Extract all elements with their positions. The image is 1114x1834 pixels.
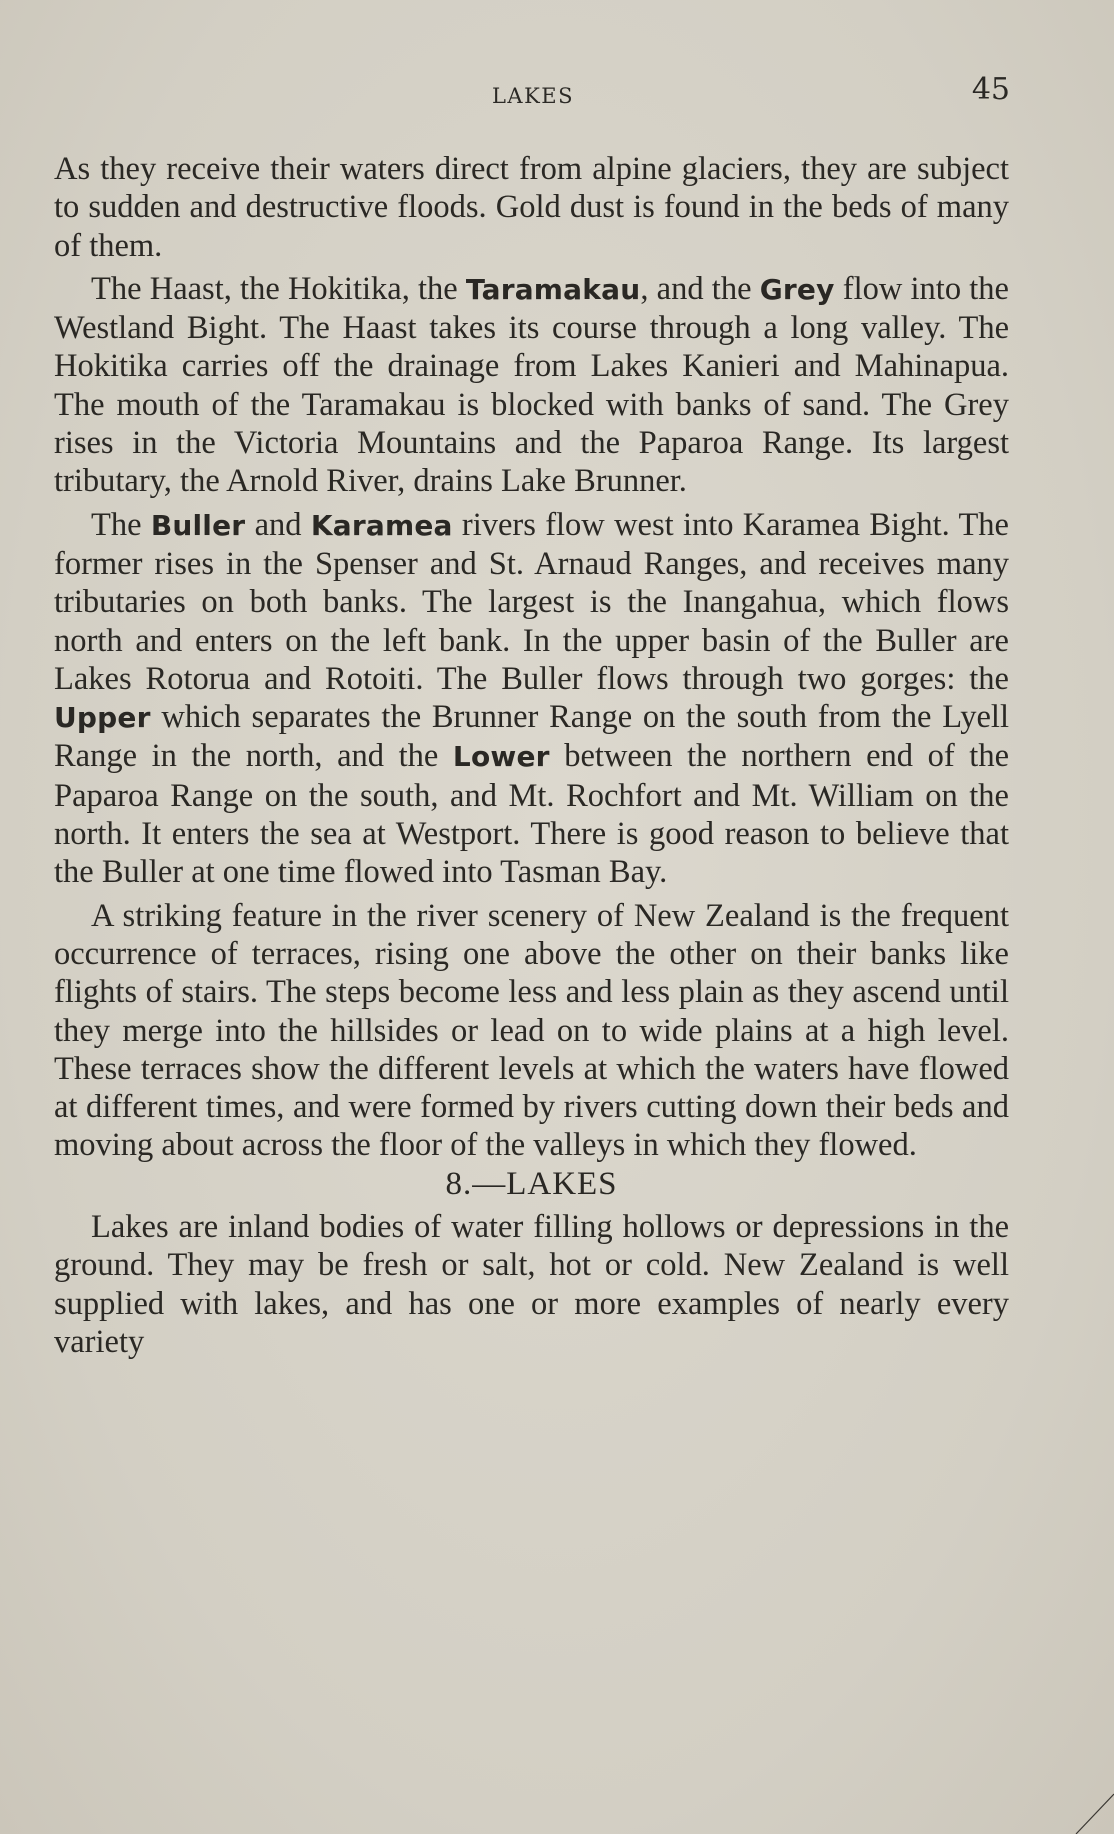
text-run: which separates the Brunner Range on the south from the Lyell Range in the north, and the [54,699,1009,775]
text-run: rivers flow west into Karamea Bight. The former rises in the Spenser and St. Arnaud Ranges, and receives many tributaries on both banks. The largest is the Inangahua, which flows north and enters on the left bank. In the upper basin of the Buller are Lakes Rotorua and Rotoiti. The Buller flows through two gorges: the [54,506,1009,697]
bold-term-upper: Upper [54,701,151,735]
paragraph-glacier-floods: As they receive their waters direct from alpine glaciers, they are subject to sudden and destructive floods. Gold dust is found in the beds of many of them. [54,151,1009,264]
page-header [56,72,1010,112]
page-corner-mark [1054,1774,1114,1834]
bold-term-karamea: Karamea [310,508,453,542]
paragraph-river-terraces: A striking feature in the river scenery of New Zealand is the frequent occurrence of terraces, rising one above the other on their banks like flights of stairs. The steps become less and less plain as they ascend until they merge into the hillsides or lead on to wide plains at a high level. These terraces show the different levels at which the waters have flowed at different times, and were formed by rivers cutting down their beds and moving about across the floor of the valleys in which they flowed. [54,897,1009,1164]
section-title-lakes: 8.—LAKES [445,1165,618,1202]
text-run: The Haast, the Hokitika, the [91,270,466,307]
text-run: The [91,506,151,543]
bold-term-taramakau: Taramakau [465,272,641,306]
page-number: 45 [971,72,1010,107]
running-head: LAKES [491,84,574,108]
body-text [54,150,1009,1361]
text-run: between the northern end of the Paparoa Range on the south, and Mt. Rochfort and Mt. William on the north. It enters the sea at Westport. There is good reason to believe that the Buller at one time flowed into Tasman Bay. [54,738,1009,891]
bold-term-buller: Buller [150,508,246,542]
bold-term-grey: Grey [759,272,835,306]
text-run: flow into the Westland Bight. The Haast takes its course through a long valley. The Hokitika carries off the drainage from Lakes Kanieri and Mahinapua. The mouth of the Taramakau is blocked with banks of sand. The Grey rises in the Victoria Mountains and the Paparoa Range. Its largest tributary, the Arnold River, drains Lake Brunner. [54,270,1009,500]
paragraph-lakes-intro: Lakes are inland bodies of water filling hollows or depressions in the ground. They may be fresh or salt, hot or cold. New Zealand is well supplied with lakes, and has one or more examples of nearly every variety [54,1209,1009,1360]
text-run: , and the [640,270,760,307]
paragraph-westland-rivers [54,270,1009,501]
paragraph-buller-karamea [54,506,1009,892]
bold-term-lower: Lower [452,740,550,774]
text-run: and [245,506,311,543]
